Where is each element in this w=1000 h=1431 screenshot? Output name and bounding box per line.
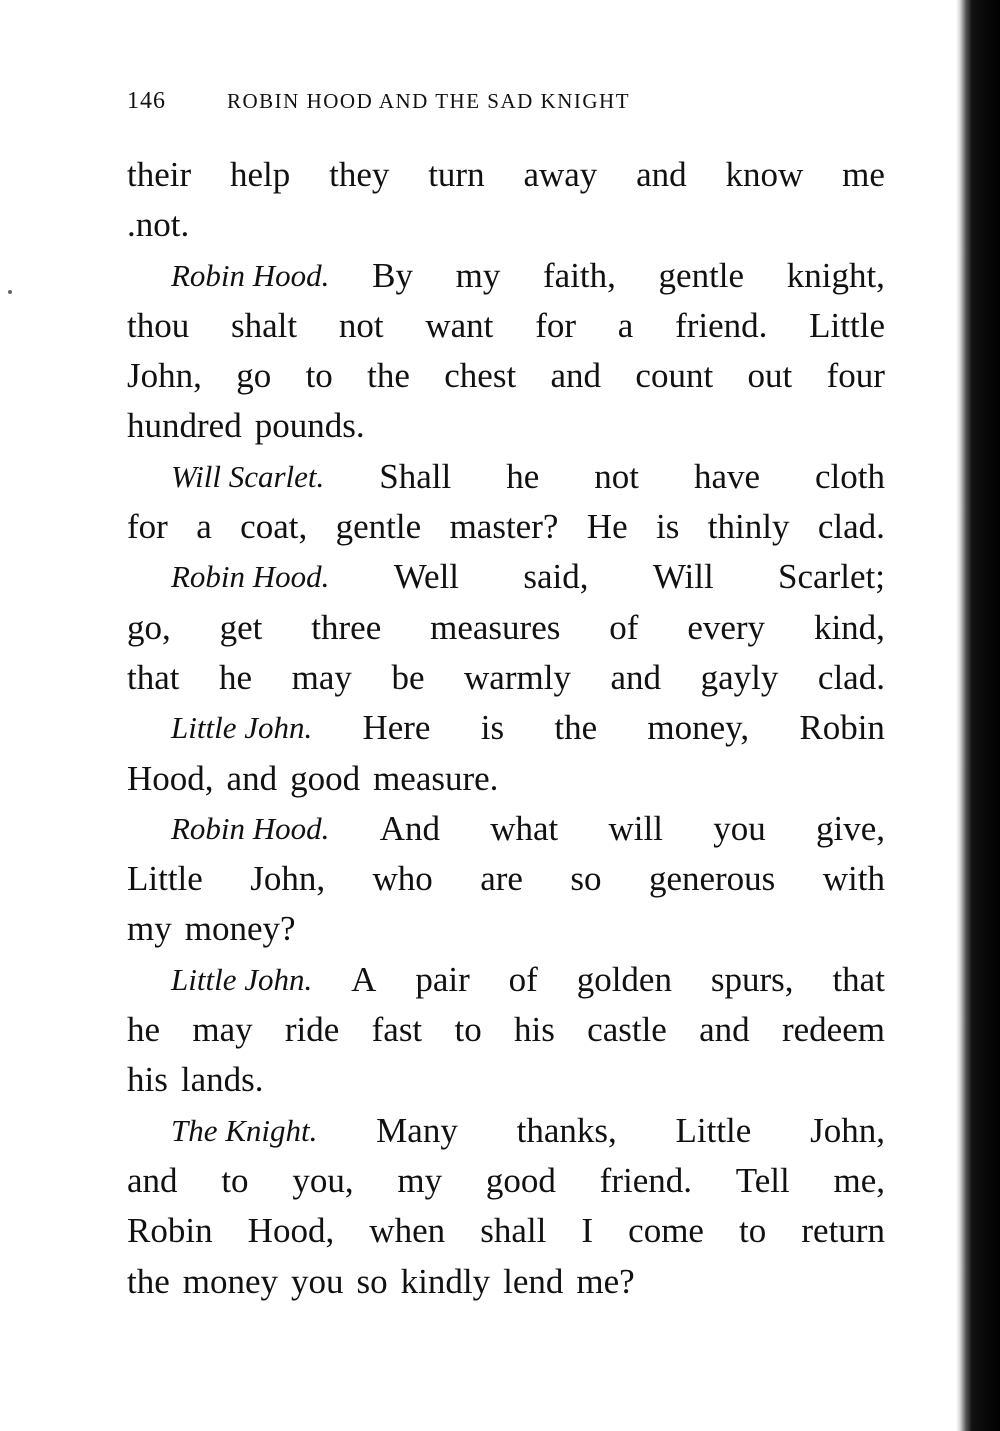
word: get [219, 607, 263, 647]
word: my [127, 909, 172, 949]
word: and [636, 155, 687, 194]
word: .not. [127, 205, 190, 245]
word: to [454, 1010, 482, 1050]
word: not [594, 456, 639, 496]
word: count [635, 356, 714, 396]
word: for [127, 507, 168, 547]
word: measures [430, 607, 561, 647]
word: the [127, 1261, 170, 1301]
word: good [485, 1160, 556, 1200]
word: money [182, 1261, 279, 1301]
speaker-line [127, 703, 885, 753]
text-line [127, 904, 885, 954]
word: be [391, 657, 425, 697]
word: for [535, 305, 576, 345]
running-head: ROBIN HOOD AND THE SAD KNIGHT [227, 89, 631, 113]
text-line [127, 1005, 885, 1055]
speaker-name: Little John. [171, 710, 313, 746]
word: master? [449, 507, 559, 547]
word: to [221, 1160, 249, 1200]
text-line [127, 150, 885, 200]
word: fast [371, 1010, 423, 1050]
word: shalt [231, 305, 298, 345]
scan-speck [8, 290, 12, 294]
word: Tell [735, 1160, 790, 1200]
word: gayly [700, 657, 779, 697]
word: cloth [815, 456, 885, 496]
word: chest [444, 356, 517, 396]
word: to [305, 356, 333, 396]
word: who [372, 859, 433, 899]
word: friend. [599, 1160, 692, 1200]
speaker-line [127, 251, 885, 301]
word: pounds. [254, 406, 365, 446]
speaker-name: Will Scarlet. [171, 458, 325, 494]
word: hundred [127, 406, 242, 446]
word: the [554, 708, 598, 748]
word: spurs, [710, 959, 794, 999]
word: Will [652, 557, 714, 597]
word: Shall [379, 456, 452, 496]
text-line [127, 653, 885, 703]
word: John, [127, 356, 202, 396]
word: good [290, 758, 361, 798]
word: coat, [240, 507, 308, 547]
word: knight, [786, 255, 885, 295]
word: will [608, 808, 663, 848]
word: you [291, 1261, 344, 1301]
word: a [196, 507, 212, 547]
word: of [508, 959, 538, 999]
word: John, [250, 859, 326, 899]
word: thanks, [516, 1110, 617, 1150]
text-line [127, 1257, 885, 1307]
word: kind, [813, 607, 885, 647]
word: He [586, 507, 628, 547]
word: Hood, [127, 758, 214, 798]
word: a [617, 305, 634, 345]
word: kindly [400, 1261, 491, 1301]
word: By [372, 255, 413, 295]
word: may [192, 1010, 253, 1050]
word: and [127, 1160, 178, 1200]
text-line [127, 502, 885, 552]
word: Robin [127, 1211, 213, 1251]
word: not [338, 305, 384, 345]
word: Little [809, 305, 885, 345]
word: shall [480, 1211, 547, 1251]
word: friend. [675, 305, 768, 345]
word: A [351, 959, 377, 999]
text-line [127, 754, 885, 804]
word: lands. [180, 1060, 264, 1100]
word: he [506, 456, 540, 496]
word: gentle [335, 507, 422, 547]
word: castle [587, 1010, 667, 1050]
word: so [356, 1261, 388, 1301]
speaker-line [127, 1106, 885, 1156]
word: thinly [707, 507, 790, 547]
word: is [656, 507, 680, 547]
word: that [832, 959, 885, 999]
word: help [229, 155, 291, 194]
word: lend [503, 1261, 564, 1301]
word: my [455, 255, 501, 295]
word: when [369, 1211, 446, 1251]
word: pair [415, 959, 470, 999]
word: go, [127, 607, 171, 647]
word: with [822, 859, 885, 899]
word: every [687, 607, 766, 647]
word: the [367, 356, 410, 396]
word: they [329, 155, 390, 194]
word: that [127, 657, 180, 697]
word: three [311, 607, 382, 647]
word: clad. [817, 657, 885, 697]
word: clad. [817, 507, 885, 547]
word: money, [647, 708, 750, 748]
word: his [514, 1010, 555, 1050]
text-line [127, 854, 885, 904]
word: and [226, 758, 278, 798]
word: have [693, 456, 761, 496]
word: return [801, 1211, 885, 1251]
text-line [127, 200, 885, 250]
word: faith, [543, 255, 616, 295]
word: ride [284, 1010, 340, 1050]
word: Little [675, 1110, 752, 1150]
word: four [826, 356, 885, 396]
word: Hood, [247, 1211, 335, 1251]
word: me? [576, 1261, 635, 1301]
word: redeem [781, 1010, 885, 1050]
page-number: 146 [127, 88, 166, 114]
word: give, [815, 808, 885, 848]
word: and [550, 356, 602, 396]
word: go [236, 356, 272, 396]
word: want [425, 305, 494, 345]
speaker-line [127, 452, 885, 502]
text-line [127, 1206, 885, 1256]
word: Robin [799, 708, 885, 748]
word: measure. [373, 758, 499, 798]
word: so [570, 859, 602, 899]
speaker-line [127, 955, 885, 1005]
word: are [480, 859, 523, 899]
text-line [127, 351, 885, 401]
word: out [747, 356, 793, 396]
word: Here [362, 708, 431, 748]
word: Well [393, 557, 460, 597]
word: is [480, 708, 505, 748]
word: his [127, 1060, 168, 1100]
word: golden [576, 959, 672, 999]
word: he [219, 657, 253, 697]
text-line [127, 603, 885, 653]
word: John, [810, 1110, 885, 1150]
word: generous [648, 859, 776, 899]
word: money? [184, 909, 296, 949]
word: what [490, 808, 559, 848]
word: Many [376, 1110, 458, 1150]
word: he [127, 1010, 161, 1050]
word: turn [428, 155, 485, 194]
word: may [291, 657, 352, 697]
word: away [523, 155, 598, 194]
word: know [725, 155, 804, 194]
word: of [609, 607, 639, 647]
word: their [127, 155, 192, 194]
speaker-name: Robin Hood. [171, 810, 330, 846]
text-line [127, 1156, 885, 1206]
word: warmly [464, 657, 571, 697]
speaker-line [127, 552, 885, 602]
word: to [739, 1211, 767, 1251]
word: you, [292, 1160, 354, 1200]
body-text [127, 150, 885, 1307]
speaker-name: Robin Hood. [171, 257, 330, 293]
word: and [699, 1010, 750, 1050]
word: said, [523, 557, 589, 597]
speaker-name: Robin Hood. [171, 559, 330, 595]
page-header [127, 88, 787, 120]
word: and [610, 657, 662, 697]
word: Scarlet; [778, 557, 885, 597]
speaker-name: The Knight. [171, 1112, 318, 1148]
text-line [127, 301, 885, 351]
word: gentle [658, 255, 745, 295]
word: you [713, 808, 766, 848]
word: thou [127, 305, 190, 345]
page-edge-shadow [956, 0, 1000, 1431]
word: I [581, 1211, 594, 1251]
word: Little [127, 859, 203, 899]
word: me, [833, 1160, 885, 1200]
text-line [127, 1055, 885, 1105]
word: my [397, 1160, 443, 1200]
speaker-line [127, 804, 885, 854]
word: me [842, 155, 885, 194]
speaker-name: Little John. [171, 961, 313, 997]
word: And [379, 808, 440, 848]
text-line [127, 401, 885, 451]
word: come [628, 1211, 704, 1251]
